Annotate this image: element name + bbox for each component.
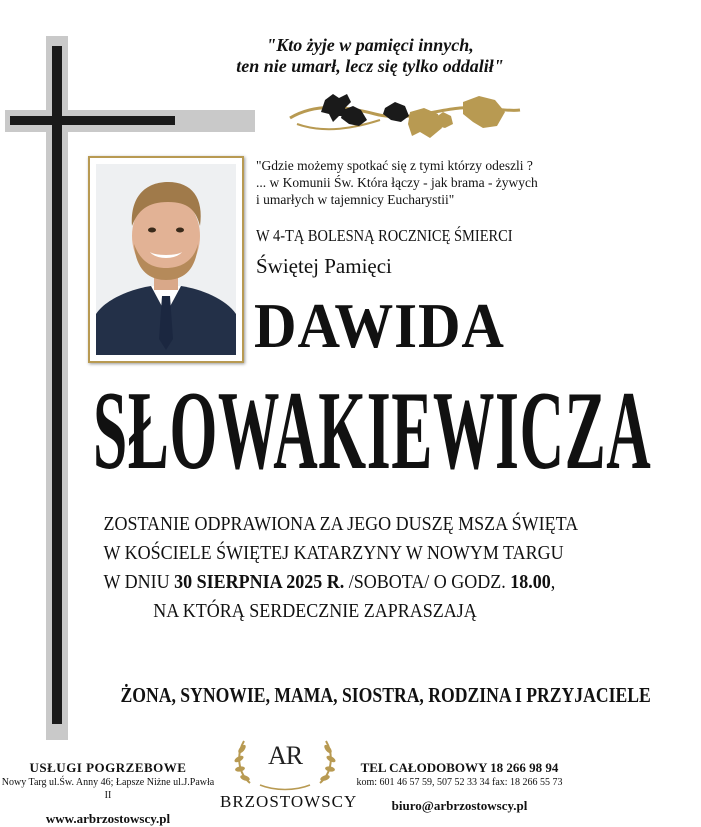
footer-phones: kom: 601 46 57 59, 507 52 33 34 fax: 18 266 55 73 — [356, 777, 563, 788]
mass-line-3-suffix: , — [550, 571, 556, 593]
family-text: ŻONA, SYNOWIE, MAMA, SIOSTRA, RODZINA I PRZYJACIELE — [120, 683, 651, 707]
eucharist-quote — [256, 157, 556, 208]
family-signature — [70, 683, 651, 708]
mass-line-2: W KOŚCIELE ŚWIĘTEJ KATARZYNY W NOWYM TARGU — [103, 542, 564, 564]
eucharist-quote-line-1: "Gdzie możemy spotkać się z tymi którzy odeszli ? — [256, 158, 533, 173]
cross-vertical-beam — [52, 46, 62, 724]
mass-date: 30 SIERPNIA 2025 R. — [174, 571, 345, 593]
logo-company-name: BRZOSTOWSCY — [220, 792, 358, 811]
footer-website-link[interactable]: www.arbrzostowscy.pl — [45, 811, 171, 826]
first-name: DAWIDA — [254, 290, 505, 361]
mass-line-3-middle: /SOBOTA/ O GODZ. — [344, 571, 511, 593]
footer-phone-title: TEL CAŁODOBOWY 18 266 98 94 — [360, 760, 559, 775]
footer-right — [352, 760, 567, 814]
footer-email-link[interactable]: biuro@arbrzostowscy.pl — [391, 798, 528, 813]
portrait-person-icon — [96, 164, 236, 355]
mass-time: 18.00 — [510, 571, 551, 593]
portrait-photo — [96, 164, 236, 355]
top-quote-line-2: ten nie umarł, lecz się tylko oddalił" — [236, 56, 504, 76]
footer-services-title: USŁUGI POGRZEBOWE — [29, 760, 187, 775]
mass-line-3 — [103, 568, 556, 597]
footer-left — [0, 760, 216, 827]
grapevine-ornament-icon — [285, 88, 525, 144]
eucharist-quote-line-2: ... w Komunii Św. Która łączy - jak brama - żywych — [256, 175, 538, 190]
cross-horizontal-beam — [10, 116, 175, 125]
company-logo — [220, 735, 358, 817]
eucharist-quote-line-3: i umarłych w tajemnicy Eucharystii" — [256, 192, 455, 207]
logo-letters: AR — [267, 741, 303, 770]
footer-address: Nowy Targ ul.Św. Anny 46; Łapsze Niżne ul.J.Pawła II — [1, 777, 215, 801]
top-quote-line-1: "Kto żyje w pamięci innych, — [266, 35, 474, 55]
mass-announcement — [80, 510, 579, 626]
mass-line-3-prefix: W DNIU — [103, 571, 175, 593]
surname: SŁOWAKIEWICZA — [93, 369, 652, 493]
mass-line-4: NA KTÓRĄ SERDECZNIE ZAPRASZAJĄ — [153, 600, 477, 622]
portrait-frame — [88, 156, 244, 363]
mass-line-1: ZOSTANIE ODPRAWIONA ZA JEGO DUSZĘ MSZA ŚWIĘTA — [103, 513, 579, 535]
anniversary-heading: W 4-TĄ BOLESNĄ ROCZNICĘ ŚMIERCI — [256, 226, 513, 245]
memory-label: Świętej Pamięci — [256, 254, 392, 278]
top-quote — [180, 35, 560, 77]
